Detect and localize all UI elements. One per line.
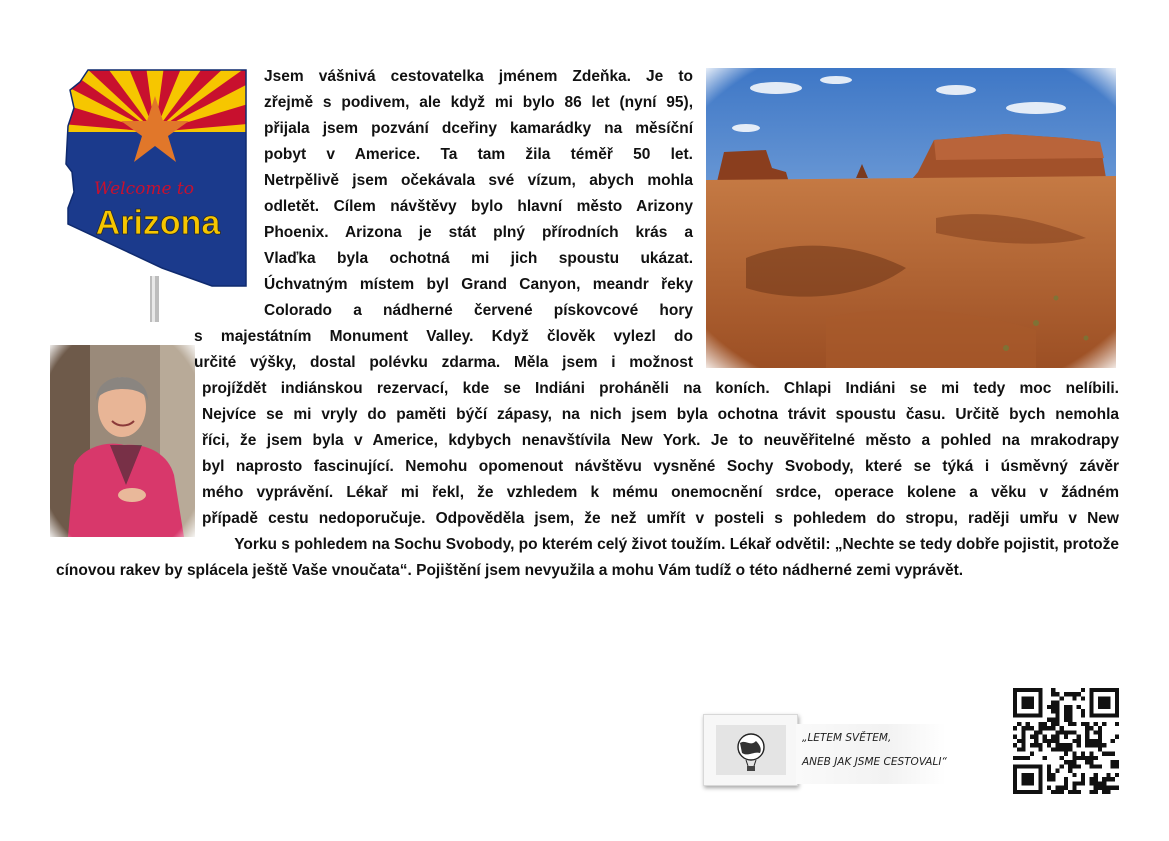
story-line-13: projíždět indiánskou rezervací, kde se Indiáni proháněli na koních. Chlapi Indiáni se mi tedy moc nelíbili. <box>202 380 1119 397</box>
story-line-4: pobyt v Americe. Ta tam žila téměř 50 let. <box>264 146 693 163</box>
story-line-5: Netrpělivě jsem očekávala své vízum, abych mohla <box>264 172 693 189</box>
story-line-1: Jsem vášnivá cestovatelka jménem Zdeňka. Je to <box>264 68 693 85</box>
globe-balloon-icon <box>716 725 786 775</box>
story-line-14: Nejvíce se mi vryly do paměti býčí zápasy, na nich jsem byla ochotna trávit spoustu času. Určitě bych nemohla <box>202 406 1119 423</box>
story-line-16: byl naprosto fascinující. Nemohu opomenout návštěvu vysněné Sochy Svobody, které se týká i úsměvný závěr <box>202 458 1119 475</box>
story-line-2: zřejmě s podivem, ale když mi bylo 86 let (nyní 95), <box>264 94 693 111</box>
story-line-6: odletět. Cílem návštěvy bylo hlavní město Arizony <box>264 198 693 215</box>
story-line-8: Vlaďka byla ochotná mi jich spoustu ukázat. <box>264 250 693 267</box>
story-line-3: přijala jsem pozvání dceřiny kamarádky na měsíční <box>264 120 693 137</box>
logo-title <box>796 724 946 784</box>
arizona-welcome-sign <box>62 66 248 322</box>
story-line-20: cínovou rakev by splácela ještě Vaše vnoučata“. Pojištění jsem nevyužila a mohu Vám tudíž o této nádherné zemi vyprávět. <box>56 562 964 579</box>
story-line-9: Úchvatným místem byl Grand Canyon, meandr řeky <box>264 276 693 293</box>
logo-polaroid <box>703 714 798 786</box>
sign-welcome-text: Welcome to <box>94 179 194 199</box>
monument-valley-photo <box>706 68 1116 368</box>
story-line-7: Phoenix. Arizona je stát plný přírodních krás a <box>264 224 693 241</box>
story-line-11: s majestátním Monument Valley. Když člověk vylezl do <box>194 328 693 345</box>
sign-state-text: Arizona <box>95 204 221 242</box>
qr-code[interactable] <box>1013 688 1119 794</box>
story-line-19: Yorku s pohledem na Sochu Svobody, po kterém celý život toužím. Lékař odvětil: „Nechte se tedy dobře pojistit, protože <box>234 536 1119 553</box>
logo-line-1: „LETEM SVĚTEM, <box>802 732 892 744</box>
portrait-photo <box>50 345 195 537</box>
logo-line-2: ANEB JAK JSME CESTOVALI“ <box>802 756 947 768</box>
story-line-17: mého vyprávění. Lékař mi řekl, že vzhledem k mému onemocnění srdce, operace kolene a věku v žádném <box>202 484 1119 501</box>
story-line-18: případě cestu nedoporučuje. Odpověděla jsem, že než umřít v posteli s pohledem do stropu, raději umřu v New <box>202 510 1119 527</box>
story-line-10: Colorado a nádherné červené pískovcové hory <box>264 302 693 319</box>
story-line-15: říci, že jsem byla v Americe, kdybych nenavštívila New York. Je to neuvěřitelné město a pohled na mrakodrapy <box>202 432 1119 449</box>
story-line-12: určité výšky, dostal polévku zdarma. Měla jsem i možnost <box>194 354 693 371</box>
